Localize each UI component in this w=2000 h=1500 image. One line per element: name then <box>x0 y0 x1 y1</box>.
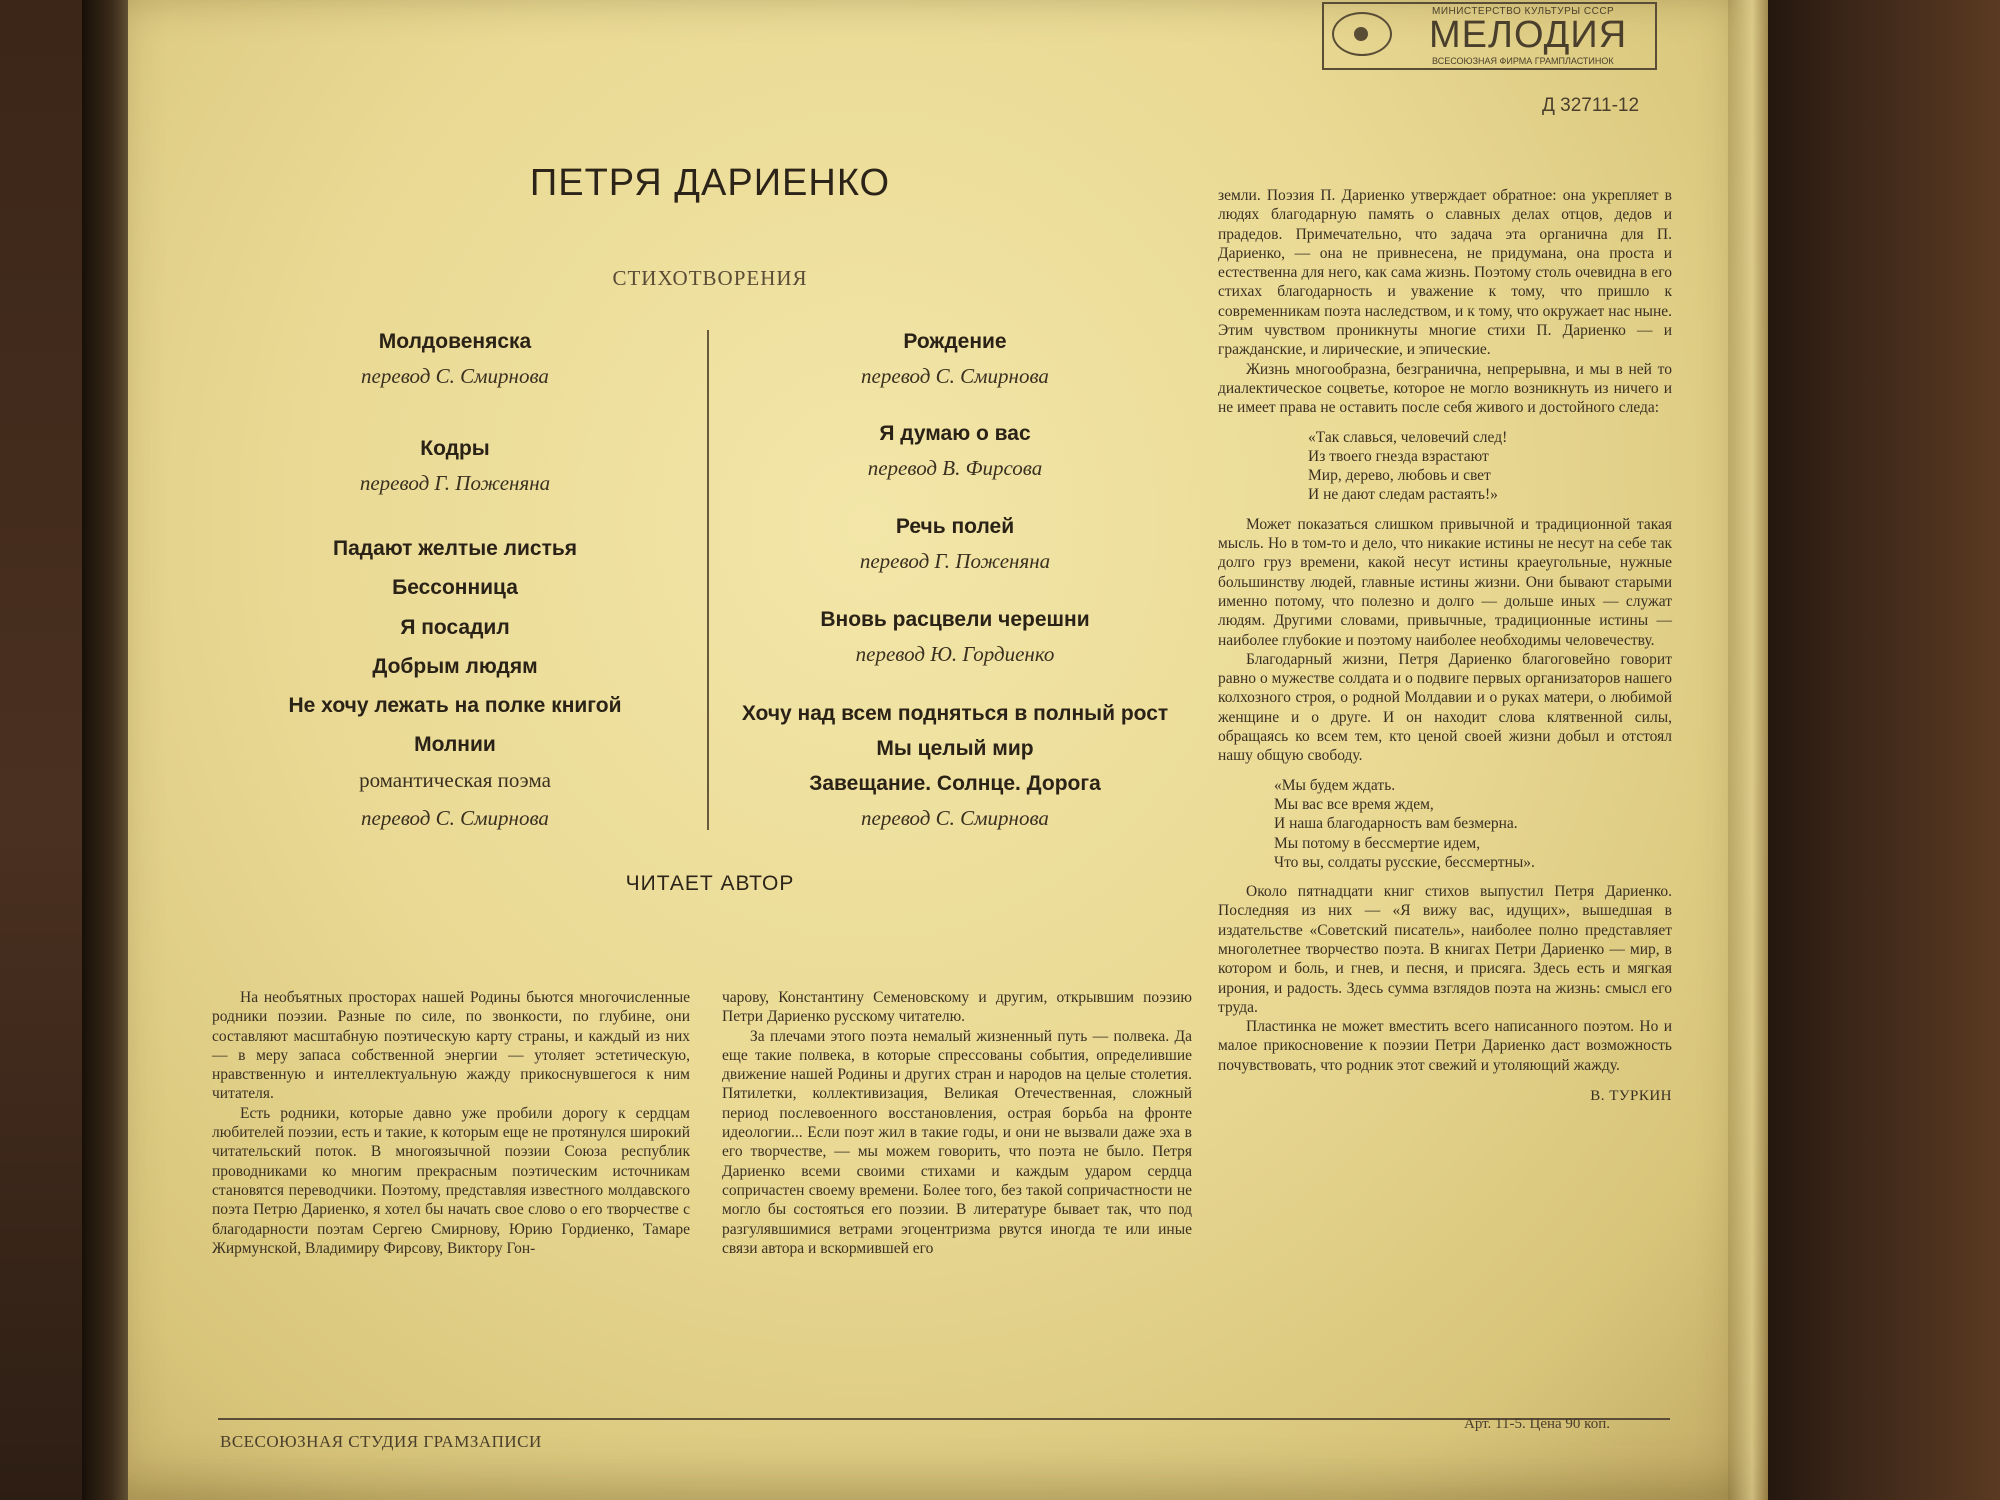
reader-credit: ЧИТАЕТ АВТОР <box>625 872 795 895</box>
essay-paragraph: Пластинка не может вместить всего написанного поэтом. Но и малое прикосновение к поэзии Петри Дариенко даст возможность почувствовать, что родник этот свежий и утоляющий жажду. <box>1218 1018 1672 1074</box>
essay-paragraph: Жизнь многообразна, безгранична, непрерывна, и мы в ней то диалектическое соцветье, которое не могло возникнуть из ничего и не имеет права не оставить после себя живого и достойного следа: <box>1218 360 1672 417</box>
essay-paragraph: Есть родники, которые давно уже пробили дорогу к сердцам любителей поэзии, есть и такие, к которым еще не протянулся широкий читательский поток. В многоязычной поэзии Союза республик проводниками ко многим прекрасным поэтическим источникам становятся переводчики. Поэтому, представляя известного молдавского поэта Петрю Дариенко, я хотел бы начать свое слово о его творчестве с благодарности поэтам Сергею Смирнову, Юрию Гордиенко, Тамаре Жирмунской, Владимиру Фирсову, Виктору Гон- <box>212 1104 690 1257</box>
poem-translator: перевод С. Смирнова <box>861 364 1049 388</box>
essay-paragraph: чарову, Константину Семеновскому и другим, открывшим поэзию Петри Дариенко русскому читателю. <box>722 989 1192 1026</box>
poem-title: Кодры <box>420 437 490 460</box>
poem-title: Рождение <box>903 330 1007 353</box>
album-subtitle: СТИХОТВОРЕНИЯ <box>612 266 808 290</box>
essay-paragraph: Может показаться слишком привычной и традиционной такая мысль. Но в том-то и дело, что никакие истины не несут на себе так долго груз времени, какой несут истины краеугольные, нужные большинству людей, главные истины жизни. Они бывают старыми именно потому, что полезно и долго — дольше иных — служат людям. Другими словами, привычные, традиционные истины — наиболее глубокие и поэтому наиболее необходимы человечеству. <box>1218 515 1672 649</box>
poem-title: Падают желтые листья <box>332 537 578 560</box>
verse-quote <box>1274 776 1672 872</box>
poem-title: Молнии <box>414 733 496 756</box>
essay-column-2 <box>722 988 1192 1258</box>
poem-translator: перевод В. Фирсова <box>867 456 1043 480</box>
essay-signature: В. ТУРКИН <box>1590 1088 1672 1105</box>
verse-line: «Так славься, человечий след! <box>1308 428 1508 446</box>
poem-translator: перевод С. Смирнова <box>361 806 549 830</box>
verse-line: Мы вас все время ждем, <box>1274 795 1434 813</box>
poem-title: Я посадил <box>400 616 510 639</box>
poem-title: Речь полей <box>895 515 1015 538</box>
poem-title: Добрым людям <box>372 655 538 678</box>
record-sleeve-back <box>128 0 1768 1500</box>
verse-line: И наша благодарность вам безмерна. <box>1274 815 1518 833</box>
sleeve-edge-left <box>82 0 132 1500</box>
poem-translator: перевод Г. Поженяна <box>859 549 1051 573</box>
essay-column-1 <box>212 988 690 1258</box>
verse-line: Что вы, солдаты русские, бессмертны». <box>1274 853 1535 871</box>
price-label: Арт. 11-5. Цена 90 коп. <box>1464 1416 1610 1432</box>
essay-paragraph: Около пятнадцати книг стихов выпустил Петря Дариенко. Последняя из них — «Я вижу вас, идущих», вышедшая в издательстве «Советский писатель», наиболее полно представляет многолетнее творчество поэта. В книгах Петри Дариенко — мир, в котором и боль, и гнев, и песня, и присяга. Здесь есть и мягкая ирония, и радость. Здесь сумма взглядов поэта на жизнь: смысл его труда. <box>1218 883 1672 1016</box>
catalog-number: Д 32711-12 <box>1542 95 1640 116</box>
verse-line: И не дают следам растаять!» <box>1308 486 1498 504</box>
verse-line: Из твоего гнезда взрастают <box>1308 447 1489 465</box>
logo-ministry-text: МИНИСТЕРСТВО КУЛЬТУРЫ СССР <box>1432 6 1615 17</box>
column-divider <box>707 330 709 830</box>
footer-rule <box>218 1418 1670 1420</box>
verse-line: «Мы будем ждать. <box>1274 776 1396 794</box>
poem-translator: перевод С. Смирнова <box>361 364 549 388</box>
poem-title: Мы целый мир <box>876 737 1034 760</box>
poem-title: Бессонница <box>392 576 518 599</box>
essay-paragraph: За плечами этого поэта немалый жизненный путь — полвека. Да еще такие полвека, в которые спрессованы события, определившие движение нашей Родины и других стран и народов на целые столетия. Пятилетки, коллективизация, Великая Отечественная, сложный период послевоенного восстановления, острая борьба на фронте идеологии... Если поэт жил в такие годы, и они не вызвали даже эха в его творчестве, — мы можем говорить, что поэта не было. Петря Дариенко всеми своими стихами и каждым ударом сердца сопричастен своему времени. Более того, без такой сопричастности не могло бы состояться его поэзии. В литературе бывает так, что под разгулявшимися ветрами эгоцентризма рвутся иногда те или иные связи автора и вскормившей его <box>722 1027 1192 1257</box>
record-disc-icon <box>1332 12 1392 56</box>
poem-title: Не хочу лежать на полке книгой <box>288 694 622 717</box>
poem-title: Завещание. Солнце. Дорога <box>809 772 1101 795</box>
essay-paragraph: Благодарный жизни, Петря Дариенко благоговейно говорит равно о мужестве солдата и о подвиге первых организаторов нашего колхозного строя, о родной Молдавии и о руках матери, о любимой женщине и о друге. И он находит слова клятвенной силы, обращаясь ко всем тем, кто ценой своей жизни добыл и отстоял нашу общую свободу. <box>1218 650 1672 765</box>
essay-paragraph: земли. Поэзия П. Дариенко утверждает обратное: она укрепляет в людях благодарную память о славных делах отцов, дедов и прадедов. Примечательно, что задача эта органична для П. Дариенко, — она не привнесена, не придумана, она проста и естественна для него, как сама жизнь. Поэтому столь очевидна в его стихах благодарность и уважение к тому, что пришло к современникам поэта наследством, и к тому, что окружает нас ныне. Этим чувством проникнуты многие стихи П. Дариенко — и гражданские, и лирические, и эпические. <box>1218 187 1672 359</box>
studio-name: ВСЕСОЮЗНАЯ СТУДИЯ ГРАМЗАПИСИ <box>220 1432 542 1451</box>
poem-title: Хочу над всем подняться в полный рост <box>741 702 1169 725</box>
poem-translator: перевод С. Смирнова <box>861 806 1049 830</box>
poem-title: Вновь расцвели черешни <box>820 608 1090 631</box>
poem-title: Молдовеняска <box>378 330 532 353</box>
melodiya-logo <box>1322 2 1657 70</box>
verse-quote <box>1308 428 1672 505</box>
logo-name-text: МЕЛОДИЯ <box>1429 14 1628 56</box>
logo-sub-text: ВСЕСОЮЗНАЯ ФИРМА ГРАМПЛАСТИНОК <box>1432 56 1614 66</box>
album-title: ПЕТРЯ ДАРИЕНКО <box>529 162 891 204</box>
background-shadow-right <box>1740 0 2000 1500</box>
essay-column-3 <box>1218 186 1672 1106</box>
poem-title: Я думаю о вас <box>879 422 1031 445</box>
sleeve-fold <box>1728 0 1768 1500</box>
poem-translator: перевод Ю. Гордиенко <box>855 642 1055 666</box>
verse-line: Мир, дерево, любовь и свет <box>1308 467 1491 485</box>
verse-line: Мы потому в бессмертие идем, <box>1274 834 1481 852</box>
poem-translator: перевод Г. Поженяна <box>359 471 551 495</box>
poem-note: романтическая поэма <box>359 768 551 792</box>
essay-paragraph: На необъятных просторах нашей Родины бьются многочисленные родники поэзии. Разные по силе, по звонкости, по глубине, они составляют масштабную поэтическую карту страны, и каждый из них — в меру запаса собственной энергии — утоляет эстетическую, нравственную и интеллектуальную жажду прикоснувшегося к ним читателя. <box>212 989 690 1103</box>
